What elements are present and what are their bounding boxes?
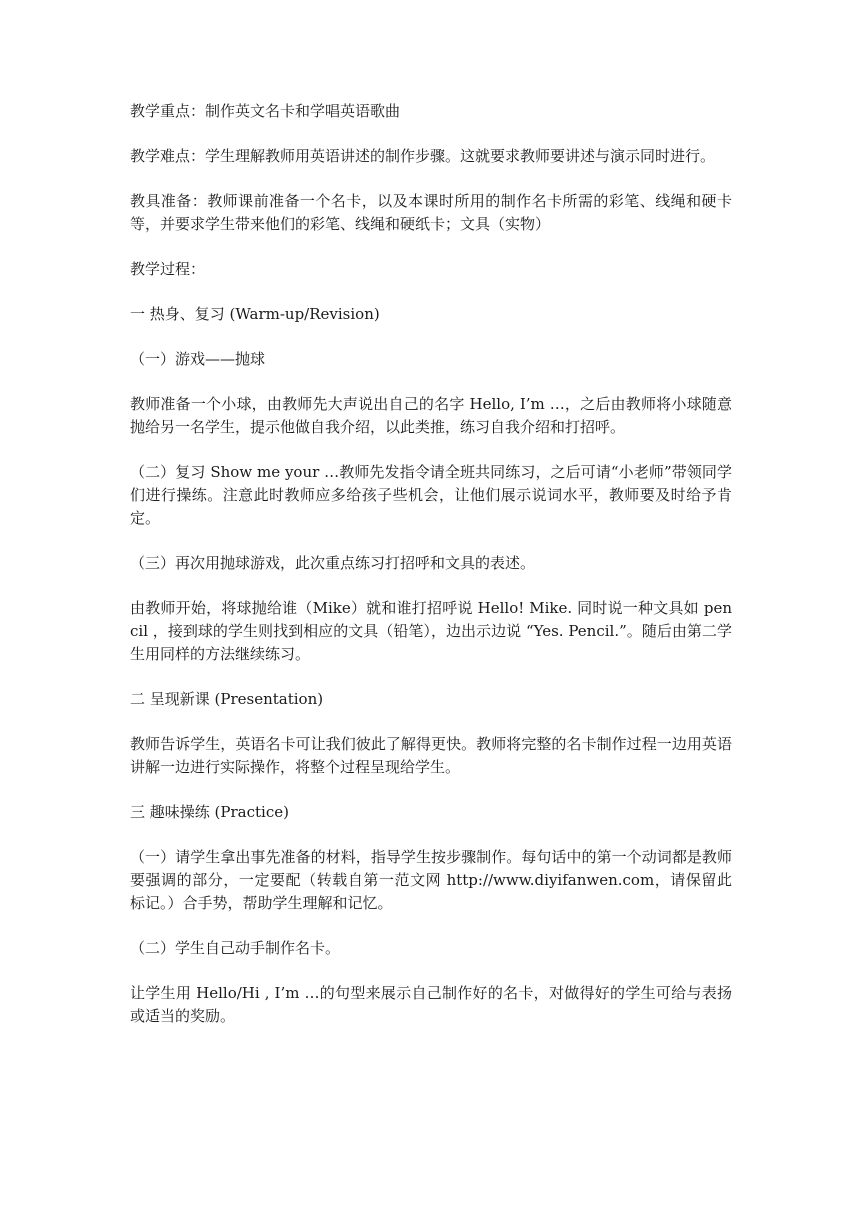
teaching-aids: 教具准备：教师课前准备一个名卡，以及本课时所用的制作名卡所需的彩笔、线绳和硬卡等，并要求学生带来他们的彩笔、线绳和硬纸卡；文具（实物） bbox=[130, 192, 732, 233]
section-practice-heading: 三 趣味操练 (Practice) bbox=[130, 803, 289, 821]
ball-game-heading: （三）再次用抛球游戏，此次重点练习打招呼和文具的表述。 bbox=[130, 554, 536, 572]
practice-step-one: （一）请学生拿出事先准备的材料，指导学生按步骤制作。每句话中的第一个动词都是教师要强调的部分，一定要配（转载自第一范文网 http://www.diyifanwen.com，请保留此标记。）合手势，帮助学生理解和记忆。 bbox=[130, 848, 732, 912]
section-warm-up-heading: 一 热身、复习 (Warm-up/Revision) bbox=[130, 305, 380, 323]
section-presentation-heading: 二 呈现新课 (Presentation) bbox=[130, 690, 324, 708]
subsection-game-heading: （一）游戏——抛球 bbox=[130, 350, 266, 368]
practice-showcase: 让学生用 Hello/Hi , I’m …的句型来展示自己制作好的名卡，对做得好的学生可给与表扬或适当的奖励。 bbox=[130, 984, 732, 1025]
document-page bbox=[130, 100, 732, 1050]
practice-step-two: （二）学生自己动手制作名卡。 bbox=[130, 939, 341, 957]
presentation-description: 教师告诉学生，英语名卡可让我们彼此了解得更快。教师将完整的名卡制作过程一边用英语讲解一边进行实际操作，将整个过程呈现给学生。 bbox=[130, 735, 732, 776]
teaching-difficulty: 教学难点：学生理解教师用英语讲述的制作步骤。这就要求教师要讲述与演示同时进行。 bbox=[130, 147, 716, 165]
teaching-focus: 教学重点：制作英文名卡和学唱英语歌曲 bbox=[130, 102, 401, 120]
review-description: （二）复习 Show me your …教师先发指令请全班共同练习，之后可请“小老师”带领同学们进行操练。注意此时教师应多给孩子些机会，让他们展示说词水平，教师要及时给予肯定。 bbox=[130, 463, 732, 527]
game-description: 教师准备一个小球，由教师先大声说出自己的名字 Hello, I’m …，之后由教师将小球随意抛给另一名学生，提示他做自我介绍，以此类推，练习自我介绍和打招呼。 bbox=[130, 395, 732, 436]
teaching-process-heading: 教学过程： bbox=[130, 260, 206, 278]
ball-game-description: 由教师开始，将球抛给谁（Mike）就和谁打招呼说 Hello! Mike. 同时说一种文具如 pencil ，接到球的学生则找到相应的文具（铅笔），边出示边说 “Yes. Pencil.”。随后由第二学生用同样的方法继续练习。 bbox=[130, 599, 732, 663]
